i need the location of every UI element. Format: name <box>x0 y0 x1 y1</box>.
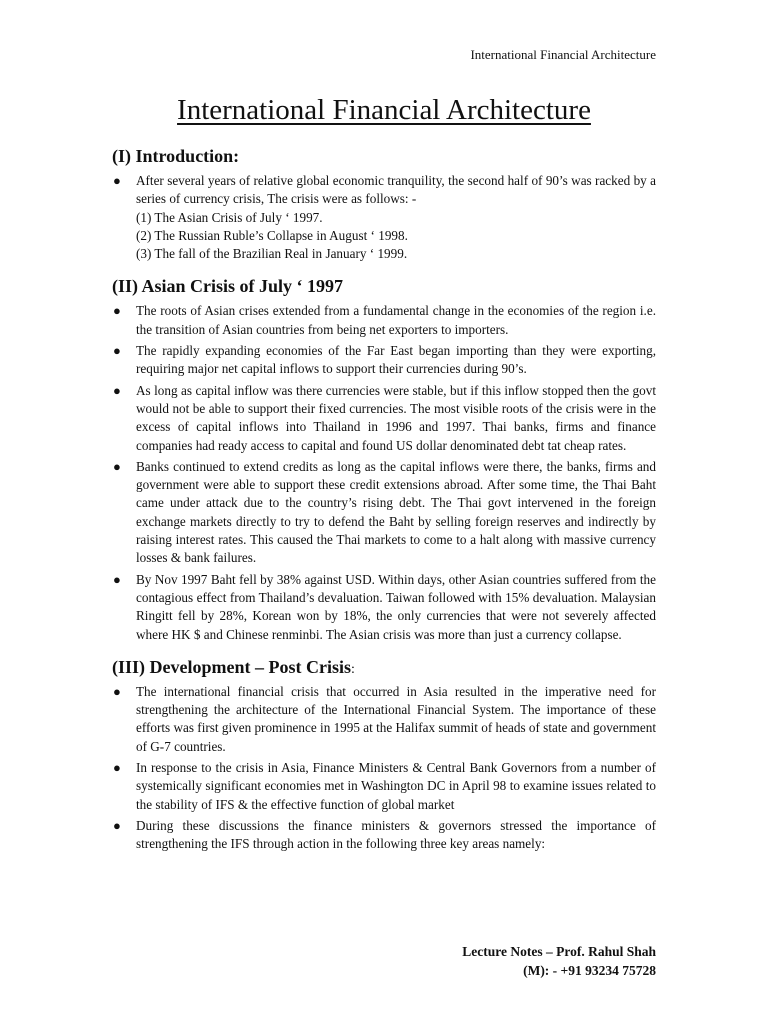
list-item <box>112 759 656 814</box>
footer-phone: (M): - +91 93234 75728 <box>523 963 656 978</box>
bullet-text: By Nov 1997 Baht fell by 38% against USD. Within days, other Asian countries suffered from the contagious effect from Thailand’s devaluation. Taiwan followed with 15% devaluation. Malaysian Ringitt fell by 28%, Korean won by 18%, the only currencies that were not severely affected where HK $ and Chinese renminbi. The Asian crisis was more than just a currency collapse. <box>136 571 656 642</box>
section-heading-suffix: : <box>350 661 355 677</box>
bullet-icon: ● <box>113 760 121 776</box>
bullet-icon: ● <box>113 173 121 188</box>
bullet-icon: ● <box>113 683 121 699</box>
list-item <box>112 172 656 263</box>
footer <box>462 942 656 980</box>
section-development-post-crisis <box>112 657 656 854</box>
section-heading-text: (III) Development – Post Crisis <box>112 656 351 677</box>
bullet-icon: ● <box>113 343 121 359</box>
footer-author: Lecture Notes – Prof. Rahul Shah <box>462 944 656 959</box>
bullet-list <box>112 302 656 643</box>
list-item <box>112 817 656 854</box>
list-item <box>112 571 656 644</box>
bullet-list <box>112 172 656 263</box>
list-item <box>112 382 656 455</box>
bullet-text: Banks continued to extend credits as long as the capital inflows were there, the banks, firms and government were able to support these credit extensions abroad. After some time, the Thai Baht came under attack due to the country’s rising debt. The Thai govt intervened in the foreign exchange markets directly to try to defend the Baht by selling foreign reserves and indirectly by raising interest rates. This caused the Thai markets to come to a halt along with massive currency losses & bank failures. <box>136 458 656 566</box>
list-item <box>112 458 656 568</box>
bullet-list <box>112 683 656 854</box>
list-item <box>112 302 656 339</box>
bullet-icon: ● <box>113 817 121 833</box>
bullet-text: As long as capital inflow was there currencies were stable, but if this inflow stopped then the govt would not be able to support their fixed currencies. The most visible roots of the crisis were in the excess of capital inflows into Thailand in 1996 and 1997. Thai banks, firms and finance companies had ready access to capital and found US dollar denominated debt tat cheap rates. <box>136 382 656 453</box>
section-heading: (II) Asian Crisis of July ‘ 1997 <box>112 276 344 297</box>
bullet-icon: ● <box>113 571 121 587</box>
section-introduction <box>112 146 656 263</box>
section-asian-crisis <box>112 276 656 643</box>
bullet-text: In response to the crisis in Asia, Finance Ministers & Central Bank Governors from a number of systemically significant economies met in Washington DC in April 98 to examine issues related to the stability of IFS & the effective function of global market <box>136 760 656 812</box>
sub-item: (2) The Russian Ruble’s Collapse in August ‘ 1998. <box>136 227 408 243</box>
bullet-text: The roots of Asian crises extended from a fundamental change in the economies of the region i.e. the transition of Asian countries from being net exporters to importers. <box>136 303 656 337</box>
list-item <box>112 683 656 756</box>
sub-item: (3) The fall of the Brazilian Real in January ‘ 1999. <box>136 246 408 262</box>
bullet-text: The international financial crisis that occurred in Asia resulted in the imperative need for strengthening the architecture of the International Financial System. The importance of these efforts was first given prominence in 1995 at the Halifax summit of heads of state and government of G-7 countries. <box>136 683 656 754</box>
bullet-icon: ● <box>113 382 121 398</box>
section-heading <box>112 657 656 678</box>
bullet-icon: ● <box>113 458 121 474</box>
sub-item: (1) The Asian Crisis of July ‘ 1997. <box>136 209 323 225</box>
bullet-text: After several years of relative global economic tranquility, the second half of 90’s was racked by a series of currency crisis, The crisis were as follows: - <box>136 173 656 207</box>
bullet-icon: ● <box>113 303 121 319</box>
bullet-text: The rapidly expanding economies of the Far East began importing than they were exporting, requiring major net capital inflows to support their currencies during 90’s. <box>136 343 656 377</box>
document-title: International Financial Architecture <box>177 94 591 126</box>
running-header: International Financial Architecture <box>470 47 656 62</box>
document-body <box>112 146 656 867</box>
list-item <box>112 342 656 379</box>
bullet-text: During these discussions the finance ministers & governors stressed the importance of strengthening the IFS through action in the following three key areas namely: <box>136 817 656 852</box>
section-heading: (I) Introduction: <box>112 146 240 166</box>
